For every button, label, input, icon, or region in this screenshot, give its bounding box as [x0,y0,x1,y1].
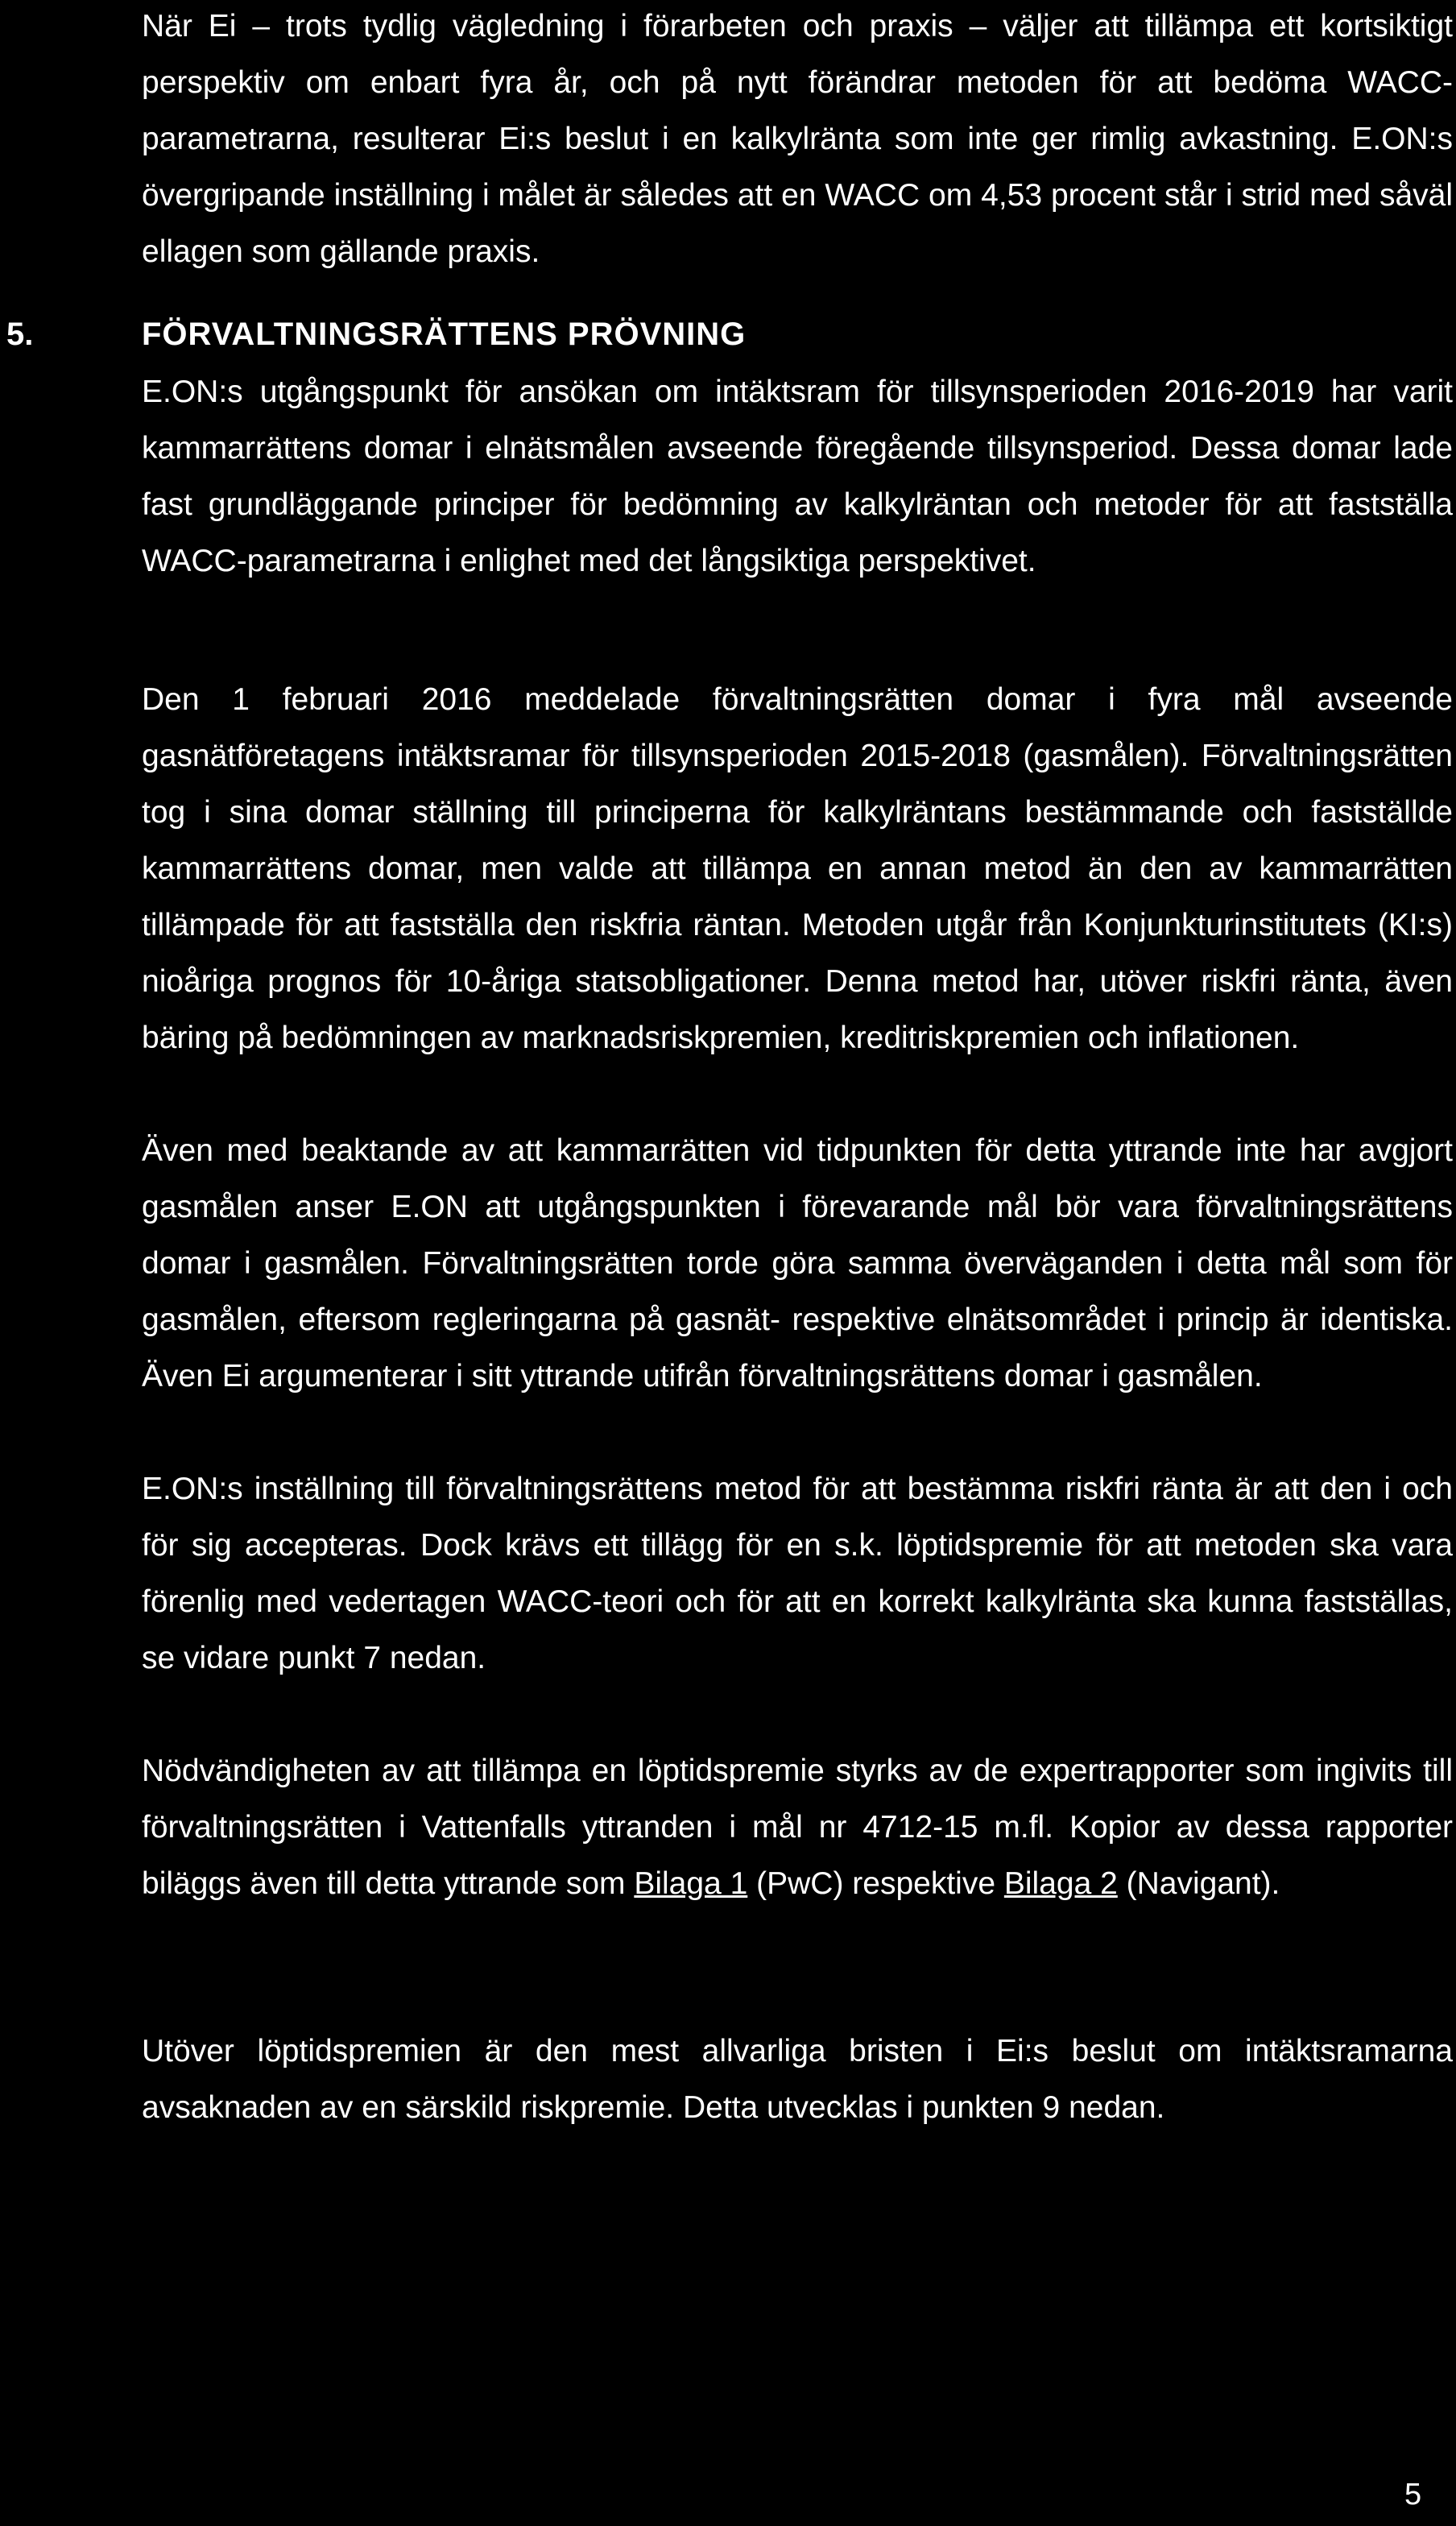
p5-text-after: (Navigant). [1117,1866,1280,1901]
section-heading: FÖRVALTNINGSRÄTTENS PRÖVNING [142,317,747,352]
intro-paragraph: När Ei – trots tydlig vägledning i förarbeten och praxis – väljer att tillämpa ett kortsiktigt perspektiv om enbart fyra år, och på nytt förändrar metoden för att bedöma WACC-parametrarna, resulterar Ei:s beslut i en kalkylränta som inte ger rimlig avkastning. E.ON:s övergripande inställning i målet är således att en WACC om 4,53 procent står i strid med såväl ellagen som gällande praxis. [142,9,1453,269]
paragraph-starting-point: E.ON:s utgångspunkt för ansökan om intäktsram för tillsynsperioden 2016-2019 har varit kammarrättens domar i elnätsmålen avseende föregående tillsynsperiod. Dessa domar lade fast grundläggande principer för bedömning av kalkylräntan och metoder för att fastställa WACC-parametrarna i enlighet med det långsiktiga perspektivet. [142,375,1453,578]
paragraph-risk-free-rate: E.ON:s inställning till förvaltningsrättens metod för att bestämma riskfri ränta är att den i och för sig accepteras. Dock krävs ett tillägg för en s.k. löptidspremie för att metoden ska vara förenlig med vedertagen WACC-teori och för att en korrekt kalkylränta ska kunna fastställas, se vidare punkt 7 nedan. [142,1472,1453,1675]
attachment-2-reference: Bilaga 2 [1003,1866,1118,1901]
paragraph-position-gas-cases: Även med beaktande av att kammarrätten vid tidpunkten för detta yttrande inte har avgjort gasmålen anser E.ON att utgångspunkten i förevarande mål bör vara förvaltningsrättens domar i gasmålen. Förvaltningsrätten torde göra samma överväganden i detta mål som för gasmålen, eftersom regleringarna på gasnät- respektive elnätsområdet i princip är identiska. Även Ei argumenterar i sitt yttrande utifrån förvaltningsrättens domar i gasmålen. [142,1133,1453,1393]
p5-text-middle: (PwC) respektive [747,1866,1004,1901]
attachment-1-reference: Bilaga 1 [634,1866,748,1901]
paragraph-expert-reports [142,1743,1453,1912]
paragraph-risk-premium: Utöver löptidspremien är den mest allvarliga bristen i Ei:s beslut om intäktsramarna avsaknaden av en särskild riskpremie. Detta utvecklas i punkten 9 nedan. [142,2034,1453,2125]
p5-text-before: Nödvändigheten av att tillämpa en löptidspremie styrks av de expertrapporter som ingivits till förvaltningsrätten i Vattenfalls yttranden i mål nr 4712-15 m.fl. Kopior av dessa rapporter biläggs även till detta yttrande som [142,1754,1453,1901]
page-number: 5 [1404,2478,1422,2512]
paragraph-gas-cases: Den 1 februari 2016 meddelade förvaltningsrätten domar i fyra mål avseende gasnätföretagens intäktsramar för tillsynsperioden 2015-2018 (gasmålen). Förvaltningsrätten tog i sina domar ställning till principerna för kalkylräntans bestämmande och fastställde kammarrättens domar, men valde att tillämpa en annan metod än den av kammarrätten tillämpade för att fastställa den riskfria räntan. Metoden utgår från Konjunkturinstitutets (KI:s) nioåriga prognos för 10-åriga statsobligationer. Denna metod har, utöver riskfri ränta, även bäring på bedömningen av marknadsriskpremien, kreditriskpremien och inflationen. [142,682,1453,1055]
section-number: 5. [6,317,34,352]
